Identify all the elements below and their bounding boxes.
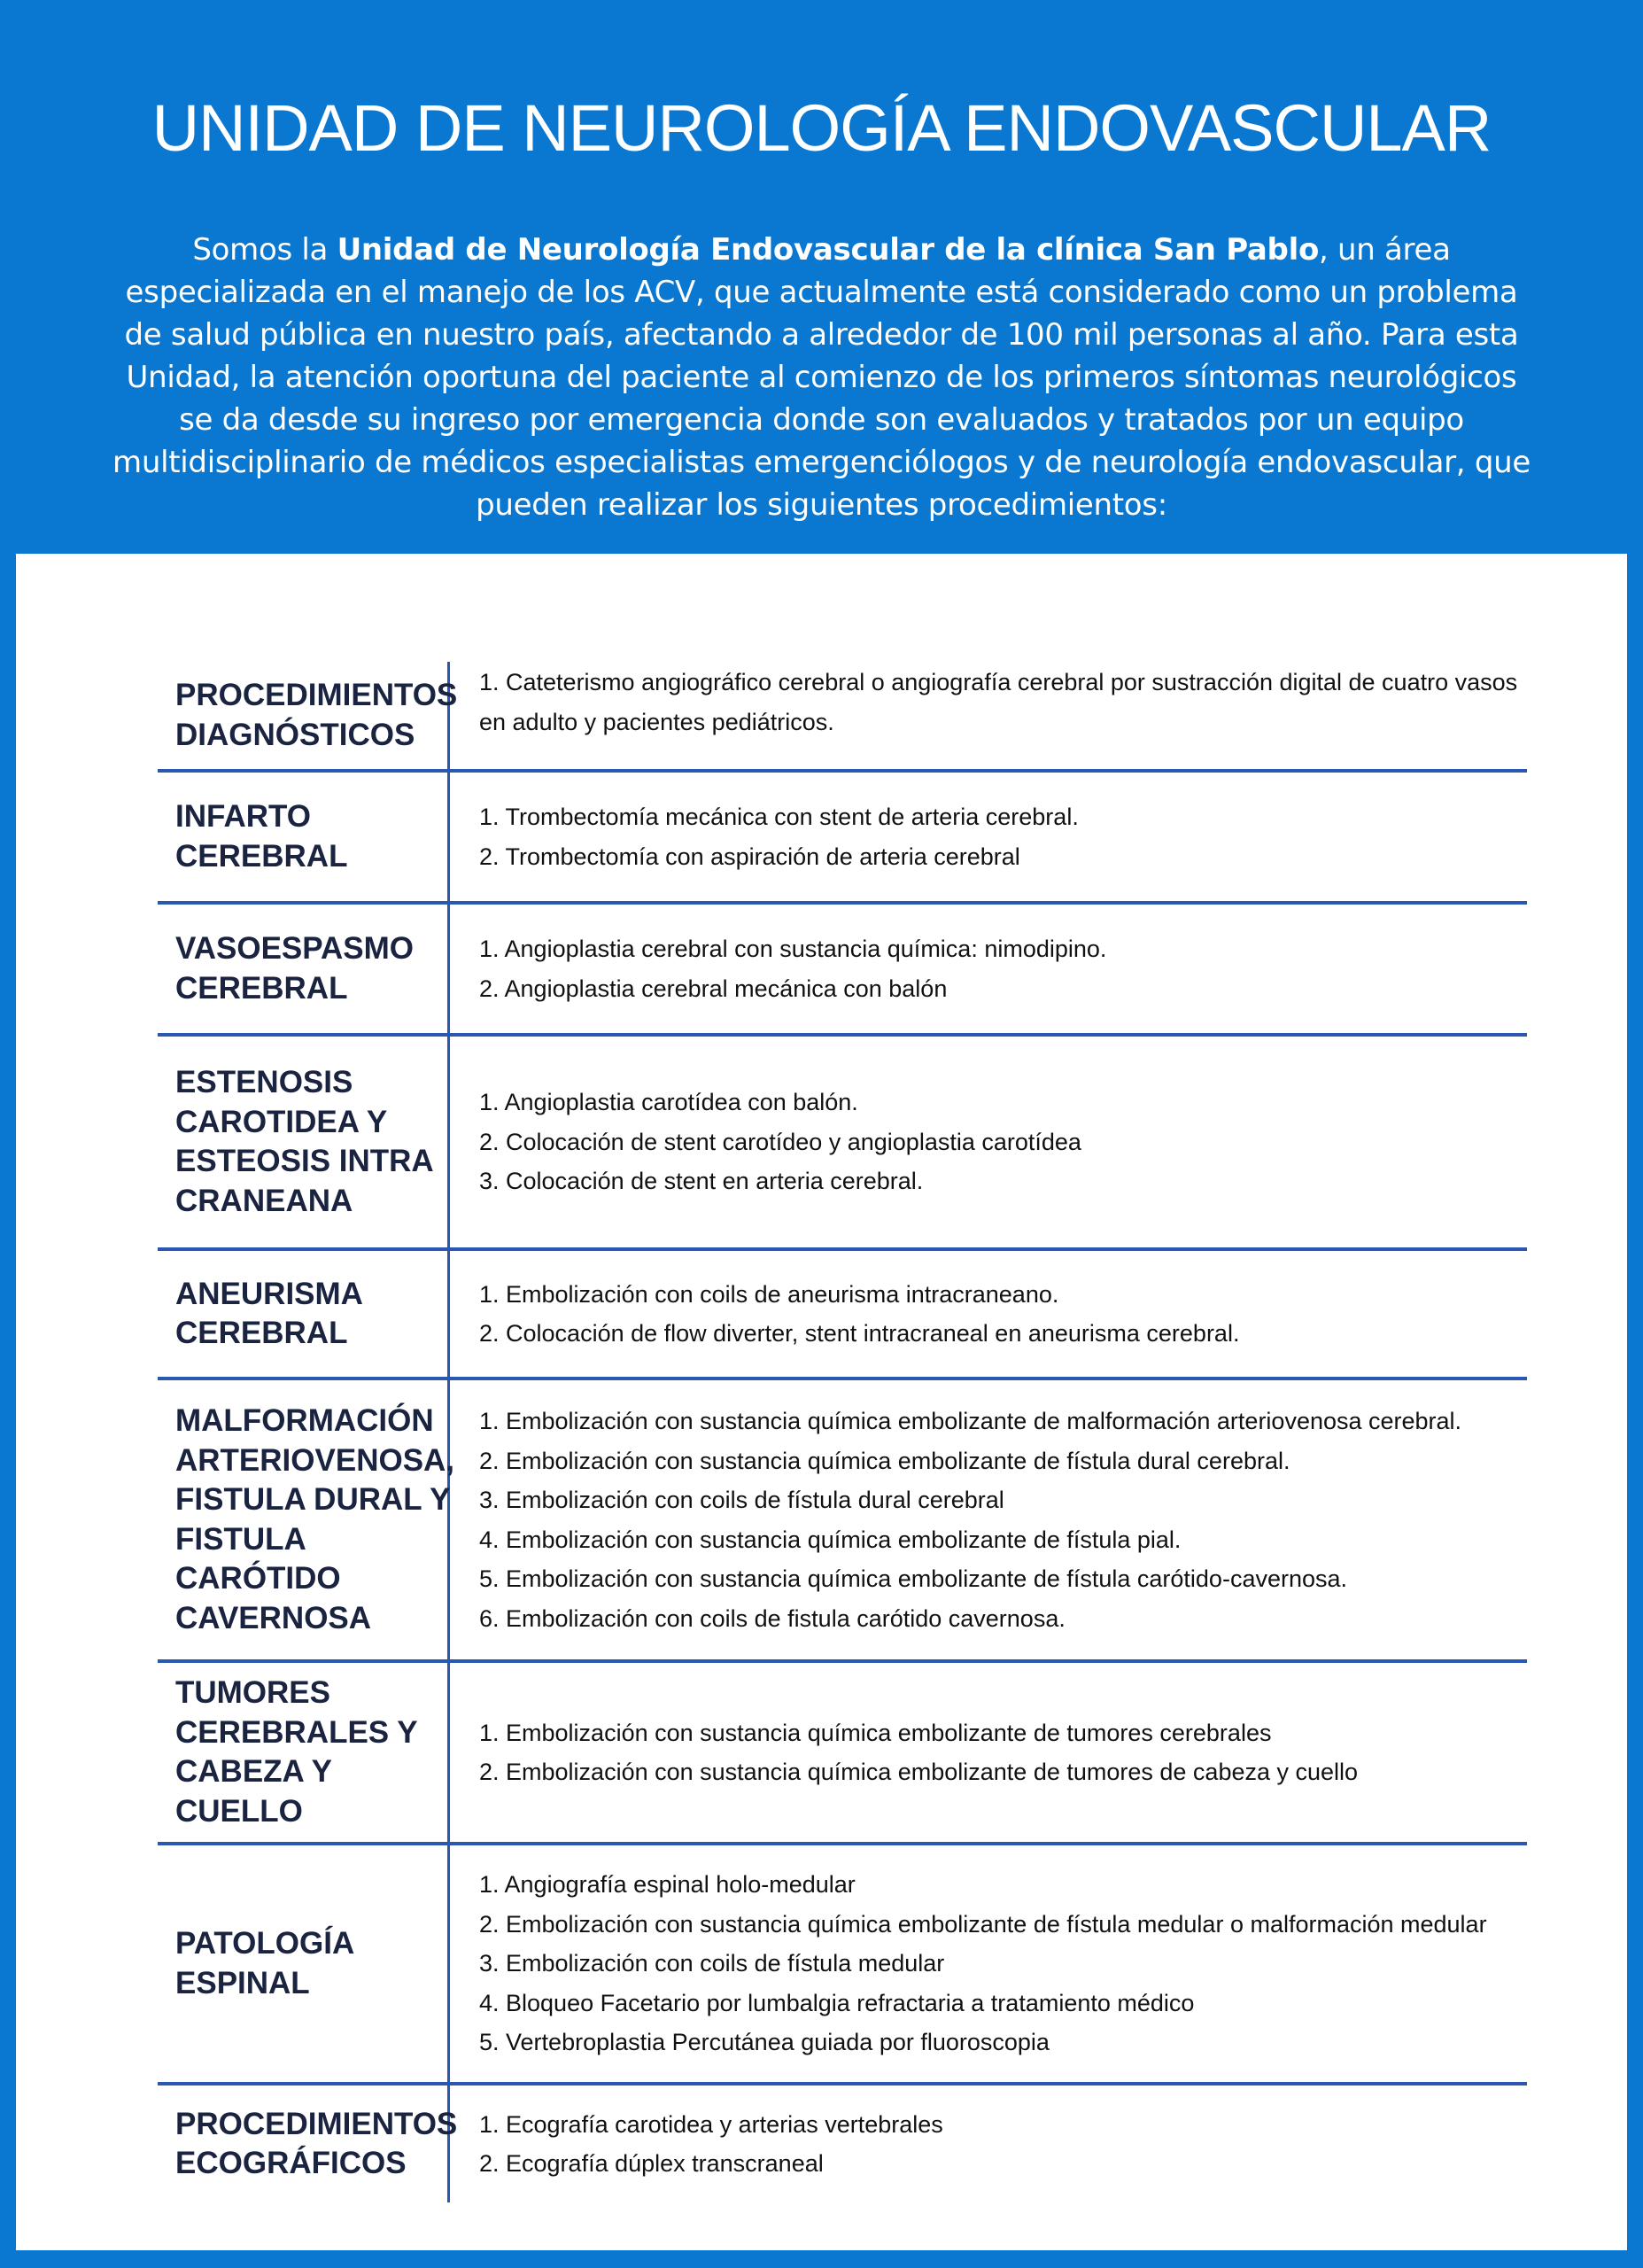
table-row — [158, 1380, 1527, 1663]
intro-prefix: Somos la — [192, 232, 337, 268]
list-item: 1. Embolización con sustancia química embolizante de tumores cerebrales — [479, 1719, 1272, 1746]
list-item: 4. Embolización con sustancia química embolizante de fístula pial. — [479, 1526, 1182, 1553]
row-items — [450, 1037, 1527, 1247]
row-items — [450, 2085, 1527, 2202]
row-items — [450, 1663, 1527, 1842]
table-row — [158, 2085, 1527, 2202]
list-item: 1. Angioplastia carotídea con balón. — [479, 1089, 858, 1116]
row-category: PROCEDIMIENTOS ECOGRÁFICOS — [158, 2085, 450, 2202]
list-item: 3. Colocación de stent en arteria cerebral. — [479, 1168, 924, 1195]
list-item: 1. Ecografía carotidea y arterias vertebrales — [479, 2110, 943, 2138]
table-row — [158, 905, 1527, 1037]
page-title: UNIDAD DE NEUROLOGÍA ENDOVASCULAR — [151, 91, 1492, 165]
row-category: PATOLOGÍA ESPINAL — [158, 1845, 450, 2082]
list-item: 5. Vertebroplastia Percutánea guiada por fluoroscopia — [479, 2029, 1050, 2056]
list-item: 2. Embolización con sustancia química embolizante de fístula dural cerebral. — [479, 1447, 1290, 1474]
row-category: ANEURISMA CEREBRAL — [158, 1251, 450, 1377]
row-category: ESTENOSIS CAROTIDEA Y ESTEOSIS INTRA CRANEANA — [158, 1037, 450, 1247]
list-item: 2. Colocación de stent carotídeo y angioplastia carotídea — [479, 1128, 1081, 1155]
list-item: 1. Trombectomía mecánica con stent de arteria cerebral. — [479, 804, 1079, 830]
intro-rest: , un área especializada en el manejo de los ACV, que actualmente está considerado como un problema de salud pública en nuestro país, afectando a alrededor de 100 mil personas al año. Para esta Unidad, la atención oportuna del paciente al comienzo de los primeros síntomas neurológicos se da desde su ingreso por emergencia donde son evaluados y tratados por un equipo multidisciplinario de médicos especialistas emergenciólogos y de neurología endovascular, que pueden realizar los siguientes procedimientos: — [112, 232, 1531, 523]
table-row — [158, 1845, 1527, 2085]
intro-bold: Unidad de Neurología Endovascular de la clínica San Pablo — [337, 232, 1319, 268]
list-item: 2. Embolización con sustancia química embolizante de fístula medular o malformación medular — [479, 1910, 1487, 1938]
list-item: 2. Trombectomía con aspiración de arteria cerebral — [479, 843, 1020, 870]
table-row — [158, 1251, 1527, 1380]
table-row — [158, 1663, 1527, 1845]
table-row — [158, 1037, 1527, 1251]
row-items — [450, 1380, 1527, 1659]
row-category: TUMORES CEREBRALES Y CABEZA Y CUELLO — [158, 1663, 450, 1842]
list-item: 3. Embolización con coils de fístula medular — [479, 1950, 945, 1977]
list-item: en adulto y pacientes pediátricos. — [479, 708, 834, 735]
list-item: 6. Embolización con coils de fistula carótido cavernosa. — [479, 1604, 1066, 1632]
list-item: 2. Angioplastia cerebral mecánica con balón — [479, 975, 948, 1002]
row-category: INFARTO CEREBRAL — [158, 773, 450, 901]
list-item: 5. Embolización con sustancia química embolizante de fístula carótido-cavernosa. — [479, 1565, 1348, 1592]
procedures-panel — [16, 554, 1627, 2250]
list-item: 1. Embolización con coils de aneurisma intracraneano. — [479, 1280, 1059, 1308]
list-item: 1. Angioplastia cerebral con sustancia química: nimodipino. — [479, 936, 1107, 962]
row-items — [450, 662, 1527, 769]
table-row — [158, 773, 1527, 905]
list-item: 4. Bloqueo Facetario por lumbalgia refractaria a tratamiento médico — [479, 1989, 1195, 2016]
list-item: 2. Colocación de flow diverter, stent intracraneal en aneurisma cerebral. — [479, 1320, 1240, 1347]
list-item: 3. Embolización con coils de fístula dural cerebral — [479, 1487, 1004, 1513]
list-item: 1. Cateterismo angiográfico cerebral o angiografía cerebral por sustracción digital de cuatro vasos — [479, 669, 1518, 695]
list-item: 2. Ecografía dúplex transcraneal — [479, 2150, 824, 2177]
row-items — [450, 1251, 1527, 1377]
list-item: 2. Embolización con sustancia química embolizante de tumores de cabeza y cuello — [479, 1759, 1359, 1785]
row-category: VASOESPASMO CEREBRAL — [158, 905, 450, 1033]
procedures-table — [158, 662, 1527, 2202]
row-items — [450, 905, 1527, 1033]
row-items — [450, 773, 1527, 901]
row-category: PROCEDIMIENTOS DIAGNÓSTICOS — [158, 662, 450, 769]
row-items — [450, 1845, 1527, 2082]
table-row — [158, 662, 1527, 773]
list-item: 1. Embolización con sustancia química embolizante de malformación arteriovenosa cerebral. — [479, 1408, 1462, 1434]
list-item: 1. Angiografía espinal holo-medular — [479, 1871, 856, 1899]
row-category: MALFORMACIÓN ARTERIOVENOSA, FISTULA DURAL Y FISTULA CARÓTIDO CAVERNOSA — [158, 1380, 450, 1659]
intro-paragraph — [106, 229, 1537, 526]
header-banner — [0, 0, 1643, 554]
